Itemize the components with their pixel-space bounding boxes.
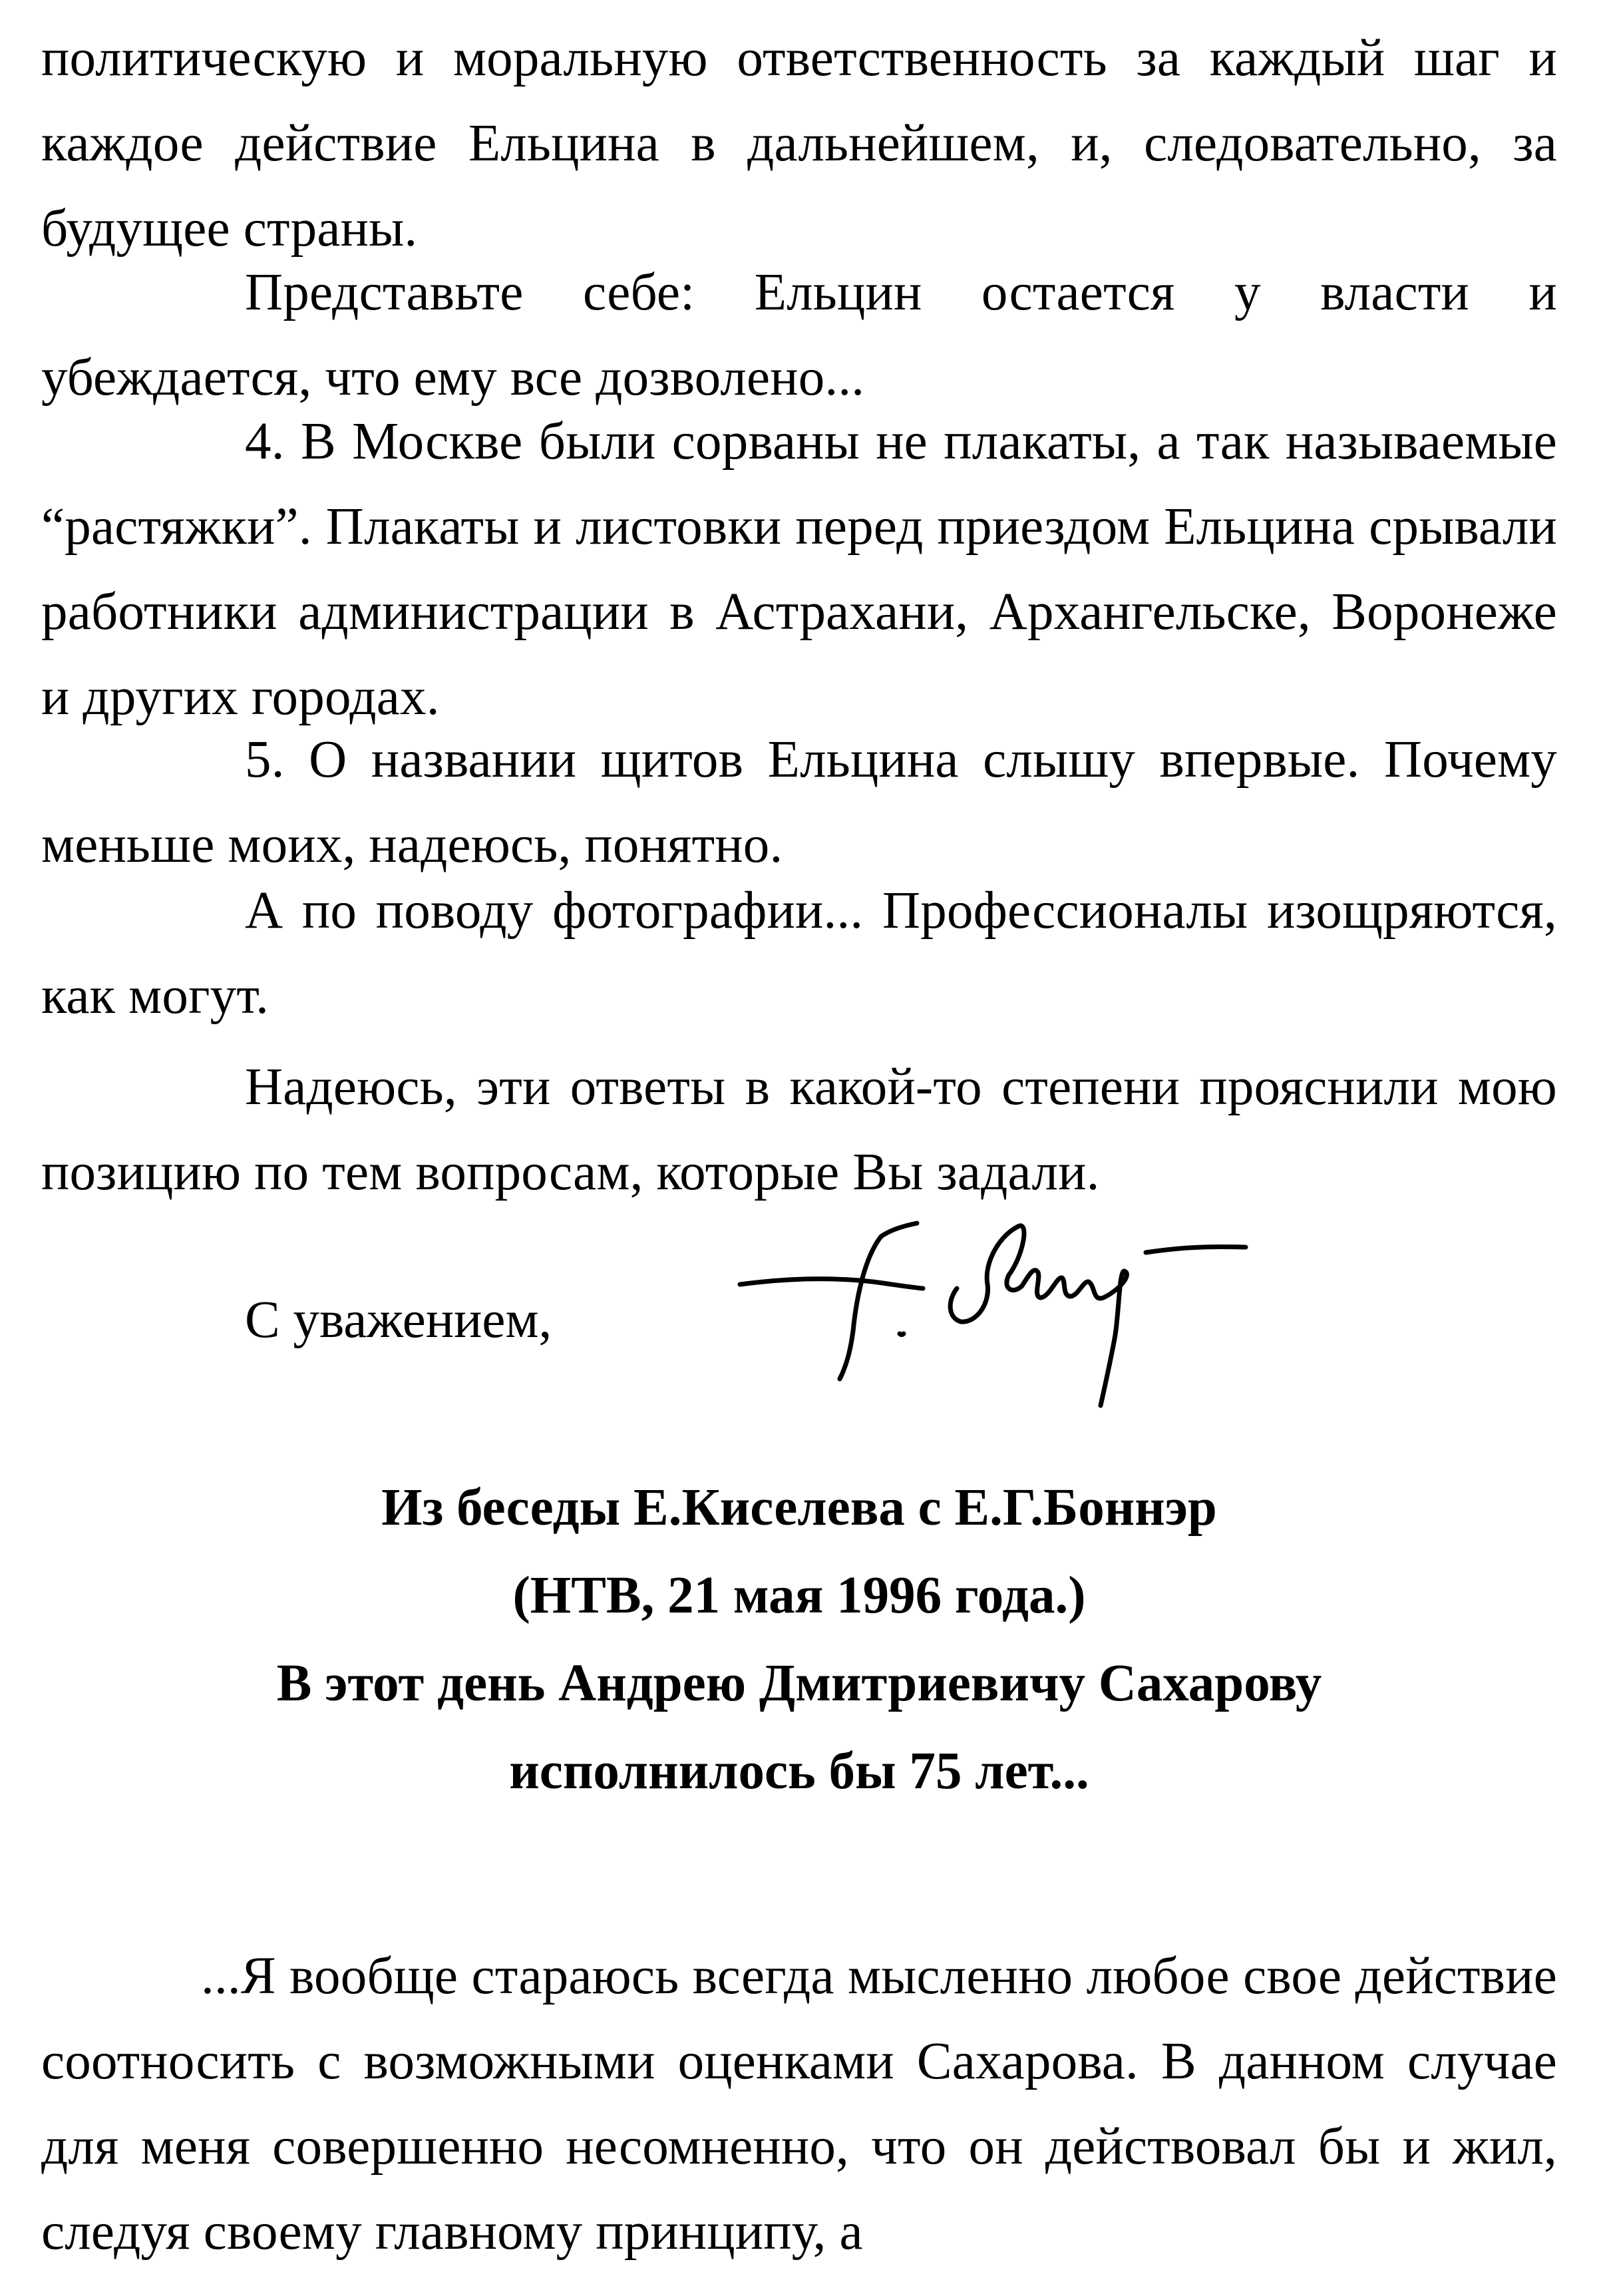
document-page — [41, 0, 1557, 2296]
paragraph-hope: Надеюсь, эти ответы в какой-то степени прояснили мою позицию по тем вопросам, которые Вы задали. — [41, 1058, 1557, 1201]
closing-salutation: С уважением, — [245, 1291, 552, 1349]
heading-line-2: (НТВ, 21 мая 1996 года.) — [512, 1567, 1086, 1625]
heading-line-1: Из беседы Е.Киселева с Е.Г.Боннэр — [381, 1479, 1217, 1537]
heading-line-4: исполнилось бы 75 лет... — [509, 1742, 1089, 1800]
paragraph-imagine: Представьте себе: Ельцин остается у власти и убеждается, что ему все дозволено... — [41, 264, 1557, 407]
heading-line-3: В этот день Андрею Дмитриевичу Сахарову — [276, 1654, 1322, 1712]
section-heading — [41, 1464, 1557, 1816]
paragraph-point-5: 5. О названии щитов Ельцина слышу впервые. Почему меньше моих, надеюсь, понятно. — [41, 731, 1557, 874]
paragraph-point-4: 4. В Москве были сорваны не плакаты, а так называемые “растяжки”. Плакаты и листовки перед приездом Ельцина срывали работники администрации в Астрахани, Архангельске, Воронеже и других городах. — [41, 413, 1557, 726]
signature-image — [733, 1191, 1252, 1411]
paragraph-interview-body: ...Я вообще стараюсь всегда мысленно любое свое действие соотносить с возможными оценками Сахарова. В данном случае для меня совершенно несомненно, что он действовал бы и жил, следуя своему главному принципу, а — [41, 1947, 1557, 2261]
paragraph-photo: А по поводу фотографии... Профессионалы изощряются, как могут. — [41, 882, 1557, 1025]
paragraph-continuation: политическую и моральную ответственность за каждый шаг и каждое действие Ельцина в дальнейшем, и, следовательно, за будущее страны. — [41, 29, 1557, 258]
